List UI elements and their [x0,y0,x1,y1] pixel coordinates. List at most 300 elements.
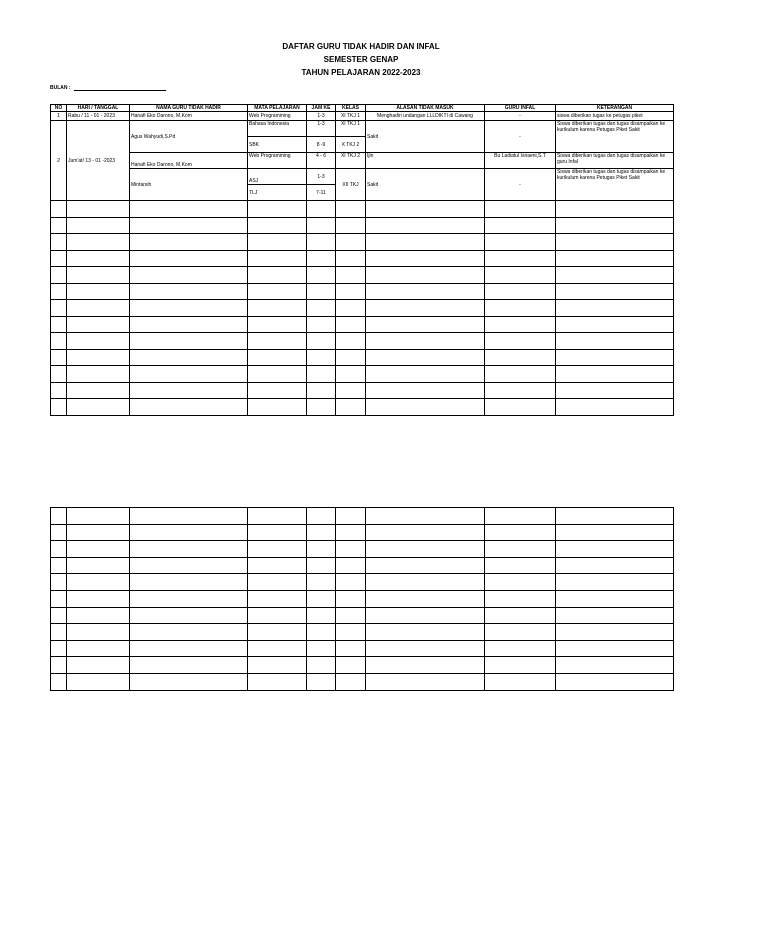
empty-cell [485,201,556,218]
empty-row [51,399,674,416]
empty-cell [248,541,307,558]
row-substitute: Bu Ladiatul Isnaeni,S.T [485,153,556,169]
empty-cell [307,316,336,333]
empty-cell [307,201,336,218]
empty-cell [336,508,366,525]
empty-cell [556,201,674,218]
empty-cell [130,333,248,350]
empty-cell [67,349,130,366]
empty-cell [336,657,366,674]
empty-cell [248,333,307,350]
empty-cell [307,267,336,284]
empty-cell [485,300,556,317]
empty-cell [485,673,556,690]
empty-cell [67,201,130,218]
empty-cell [51,283,67,300]
empty-cell [556,234,674,251]
empty-cell [307,524,336,541]
empty-cell [336,541,366,558]
empty-cell [336,234,366,251]
row-reason: Sakit [366,169,485,201]
empty-cell [307,349,336,366]
blank-rows [51,508,674,691]
header-notes: KETERANGAN [556,105,674,112]
empty-cell [248,557,307,574]
row-period: 4 - 6 [307,153,336,169]
empty-cell [51,673,67,690]
empty-cell [336,349,366,366]
empty-cell [307,574,336,591]
empty-row [51,657,674,674]
empty-cell [248,673,307,690]
empty-cell [366,250,485,267]
empty-cell [130,349,248,366]
row-class: XI TKJ 1 [336,112,366,121]
empty-cell [130,541,248,558]
row-period: 1-3 [307,121,336,137]
empty-cell [556,524,674,541]
empty-cell [556,657,674,674]
month-label: BULAN : [50,85,71,91]
row-subject: Bahasa Indonesia [248,121,307,137]
empty-cell [130,557,248,574]
absence-table [50,104,674,416]
empty-cell [67,607,130,624]
row-teacher: Hanafi Eko Darono, M.Kom [130,112,248,121]
empty-cell [366,524,485,541]
empty-cell [336,524,366,541]
empty-cell [307,624,336,641]
header-teacher: NAMA GURU TIDAK HADIR [130,105,248,112]
empty-cell [307,590,336,607]
empty-cell [366,557,485,574]
empty-cell [366,349,485,366]
empty-cell [130,624,248,641]
empty-cell [67,399,130,416]
empty-cell [556,541,674,558]
empty-cell [51,590,67,607]
empty-cell [485,234,556,251]
empty-cell [307,673,336,690]
empty-cell [67,541,130,558]
empty-cell [248,399,307,416]
empty-cell [67,524,130,541]
empty-cell [67,283,130,300]
empty-cell [556,349,674,366]
empty-cell [248,366,307,383]
empty-cell [366,607,485,624]
empty-cell [51,557,67,574]
empty-cell [248,300,307,317]
empty-cell [336,267,366,284]
empty-cell [67,300,130,317]
empty-cell [51,366,67,383]
row-no: 2 [51,121,67,201]
empty-cell [67,574,130,591]
row-period: 8 -9 [307,137,336,153]
empty-cell [67,382,130,399]
empty-cell [130,640,248,657]
empty-cell [556,382,674,399]
empty-cell [485,524,556,541]
row-subject: Web Programming [248,153,307,169]
empty-cell [51,399,67,416]
empty-cell [130,399,248,416]
empty-cell [130,524,248,541]
empty-cell [366,590,485,607]
row-substitute: - [485,112,556,121]
header-no: NO [51,105,67,112]
school-year-label: TAHUN PELAJARAN 2022-2023 [301,68,421,77]
empty-cell [336,607,366,624]
row-class: XI TKJ 1 [336,121,366,137]
empty-cell [336,574,366,591]
empty-row [51,349,674,366]
header-date: HARI / TANGGAL [67,105,130,112]
empty-cell [248,574,307,591]
row-class: XII TKJ [336,169,366,201]
empty-cell [51,333,67,350]
empty-row [51,333,674,350]
empty-cell [366,300,485,317]
empty-cell [248,201,307,218]
row-substitute: - [485,169,556,201]
empty-cell [130,366,248,383]
header-substitute: GURU INFAL [485,105,556,112]
document-title-block [0,40,722,79]
empty-cell [336,399,366,416]
empty-cell [366,201,485,218]
empty-row [51,366,674,383]
empty-cell [51,349,67,366]
empty-cell [67,590,130,607]
empty-cell [366,508,485,525]
empty-cell [130,250,248,267]
table-row [51,112,674,121]
empty-cell [485,267,556,284]
empty-cell [130,673,248,690]
row-class: X TKJ 2 [336,137,366,153]
empty-cell [130,283,248,300]
empty-cell [556,624,674,641]
empty-row [51,574,674,591]
empty-cell [307,366,336,383]
empty-row [51,217,674,234]
empty-cell [51,624,67,641]
empty-cell [556,283,674,300]
empty-cell [67,624,130,641]
empty-row [51,640,674,657]
empty-cell [307,640,336,657]
empty-cell [248,524,307,541]
empty-row [51,283,674,300]
empty-cell [336,557,366,574]
empty-row [51,673,674,690]
empty-cell [248,217,307,234]
empty-cell [51,234,67,251]
empty-cell [248,316,307,333]
empty-cell [485,366,556,383]
empty-cell [307,399,336,416]
empty-cell [307,217,336,234]
empty-cell [366,657,485,674]
empty-cell [485,316,556,333]
row-substitute: - [485,121,556,153]
empty-cell [51,201,67,218]
empty-cell [307,657,336,674]
empty-cell [336,300,366,317]
table-header-row [51,105,674,112]
header-class: KELAS [336,105,366,112]
empty-cell [485,382,556,399]
empty-cell [307,300,336,317]
empty-cell [307,333,336,350]
empty-row [51,624,674,641]
empty-cell [130,382,248,399]
empty-cell [307,541,336,558]
empty-cell [248,657,307,674]
empty-cell [51,541,67,558]
month-blank-line [74,90,166,91]
empty-cell [485,508,556,525]
empty-cell [336,201,366,218]
table-row [51,121,674,137]
row-notes: Siswa diberikan tugas dan tugas disampaikan ke kurikulum karena Petugas Piket Sakit [556,121,674,153]
empty-cell [556,300,674,317]
empty-cell [366,541,485,558]
empty-cell [67,217,130,234]
empty-cell [130,201,248,218]
empty-cell [485,349,556,366]
empty-cell [248,382,307,399]
empty-cell [248,283,307,300]
empty-cell [556,673,674,690]
empty-cell [366,624,485,641]
empty-cell [556,607,674,624]
empty-cell [336,590,366,607]
empty-cell [130,234,248,251]
empty-cell [485,217,556,234]
row-teacher: Agus Wahyudi,S.Pd [130,121,248,153]
empty-cell [130,508,248,525]
table-row [51,169,674,185]
empty-cell [130,574,248,591]
empty-cell [51,574,67,591]
semester-label: SEMESTER GENAP [323,55,399,64]
empty-cell [307,250,336,267]
empty-cell [67,366,130,383]
empty-cell [336,366,366,383]
empty-cell [556,250,674,267]
empty-cell [336,673,366,690]
empty-cell [130,657,248,674]
empty-cell [307,283,336,300]
empty-cell [485,607,556,624]
empty-cell [485,557,556,574]
empty-cell [130,217,248,234]
empty-cell [248,234,307,251]
empty-cell [67,234,130,251]
row-reason: Sakit [366,121,485,153]
empty-cell [336,333,366,350]
empty-cell [248,349,307,366]
empty-cell [248,508,307,525]
empty-cell [67,333,130,350]
row-notes: siswa diberikan tugas ke petugas piket [556,112,674,121]
header-reason: ALASAN TIDAK MASUK [366,105,485,112]
row-subject: TLJ [248,185,307,201]
empty-cell [336,624,366,641]
empty-cell [556,557,674,574]
empty-row [51,590,674,607]
empty-cell [307,557,336,574]
header-period: JAM KE [307,105,336,112]
empty-cell [556,508,674,525]
empty-cell [307,607,336,624]
row-teacher: Hanafi Eko Darono, M.Kom [130,153,248,169]
empty-cell [336,217,366,234]
empty-cell [248,267,307,284]
empty-cell [336,640,366,657]
empty-row [51,524,674,541]
empty-cell [51,607,67,624]
empty-cell [366,382,485,399]
empty-cell [366,316,485,333]
empty-cell [556,217,674,234]
empty-cell [336,250,366,267]
empty-cell [248,590,307,607]
empty-row [51,250,674,267]
row-no: 1 [51,112,67,121]
empty-cell [366,333,485,350]
empty-cell [130,590,248,607]
empty-row [51,300,674,317]
empty-cell [307,234,336,251]
row-class: XI TKJ 2 [336,153,366,169]
empty-row [51,234,674,251]
empty-cell [485,574,556,591]
empty-cell [485,590,556,607]
empty-cell [51,300,67,317]
month-field [50,85,166,91]
row-reason: Menghadiri undangan LLLDIKTI di Cawang [366,112,485,121]
empty-cell [556,590,674,607]
empty-cell [485,657,556,674]
row-reason: Ijin [366,153,485,169]
empty-cell [336,382,366,399]
empty-cell [67,557,130,574]
empty-cell [556,399,674,416]
empty-cell [67,250,130,267]
empty-cell [130,267,248,284]
empty-cell [67,657,130,674]
empty-cell [130,316,248,333]
empty-cell [366,399,485,416]
blank-table [50,507,674,691]
empty-cell [51,382,67,399]
empty-cell [307,508,336,525]
empty-cell [336,283,366,300]
empty-cell [556,333,674,350]
row-period: 1-3 [307,112,336,121]
empty-cell [130,300,248,317]
row-subject: SBK [248,137,307,153]
empty-cell [556,574,674,591]
empty-cell [248,624,307,641]
row-period: 1-3 [307,169,336,185]
empty-row [51,316,674,333]
empty-cell [366,217,485,234]
empty-cell [485,333,556,350]
empty-cell [248,607,307,624]
row-period: 7-11 [307,185,336,201]
empty-cell [485,250,556,267]
row-notes: Siswa diberikan tugas dan tugas disampaikan ke kurikulum karena Petugas Piket Sakit [556,169,674,201]
empty-cell [51,316,67,333]
empty-cell [51,250,67,267]
empty-row [51,508,674,525]
row-subject: Web Programming [248,112,307,121]
empty-cell [307,382,336,399]
empty-cell [556,366,674,383]
empty-cell [248,640,307,657]
empty-cell [366,574,485,591]
empty-cell [336,316,366,333]
empty-cell [556,267,674,284]
row-subject: ASJ [248,169,307,185]
empty-row [51,267,674,284]
empty-cell [366,640,485,657]
row-date: Rabu / 11 - 01 - 2023 [67,112,130,121]
empty-row [51,557,674,574]
empty-cell [51,217,67,234]
empty-cell [51,524,67,541]
empty-cell [485,283,556,300]
row-teacher: Mintarsih [130,169,248,201]
empty-cell [51,640,67,657]
empty-cell [67,640,130,657]
row-notes: Siswa diberikan tugas dan tugas disampaikan ke guru Infal [556,153,674,169]
empty-cell [485,624,556,641]
empty-cell [248,250,307,267]
empty-row [51,541,674,558]
empty-cell [67,508,130,525]
empty-row [51,201,674,218]
empty-cell [366,267,485,284]
empty-cell [67,267,130,284]
empty-cell [556,316,674,333]
empty-cell [485,399,556,416]
empty-cell [51,508,67,525]
row-date: Jum'at/ 13 - 01 -2023 [67,121,130,201]
empty-cell [366,366,485,383]
empty-cell [366,673,485,690]
empty-row [51,382,674,399]
empty-cell [366,234,485,251]
blank-rows [51,201,674,416]
empty-cell [485,541,556,558]
empty-cell [67,673,130,690]
empty-cell [51,657,67,674]
header-subject: MATA PELAJARAN [248,105,307,112]
empty-cell [67,316,130,333]
empty-row [51,607,674,624]
empty-cell [485,640,556,657]
empty-cell [51,267,67,284]
empty-cell [130,607,248,624]
empty-cell [366,283,485,300]
empty-cell [556,640,674,657]
